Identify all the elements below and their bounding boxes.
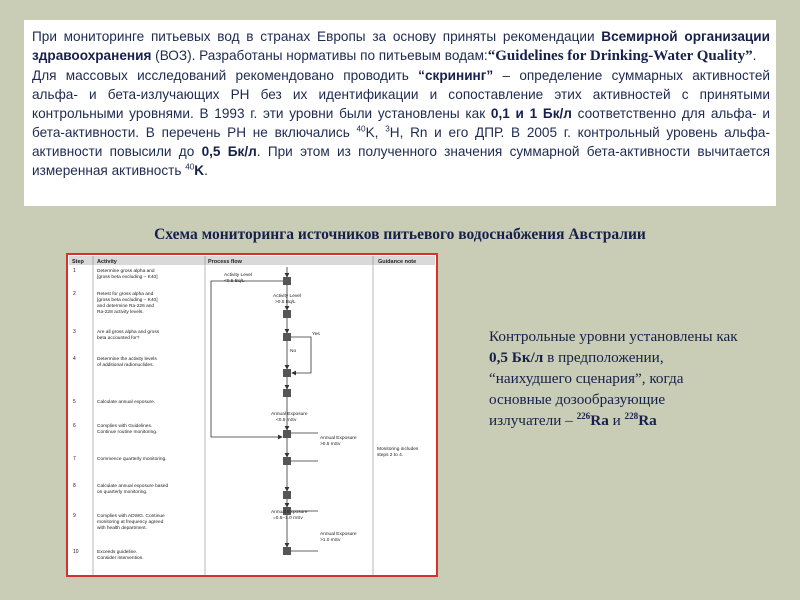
guidance-note: steps 2 to 4. [377,453,404,458]
step-number: 9 [73,513,76,519]
header-process-flow: Process flow [208,259,242,265]
step-number: 3 [73,329,76,335]
mass-number: 40 [356,124,366,134]
flow-label: <0.5 Bq/L [224,279,245,284]
side-text: Контрольные уровни установлены как [489,328,738,345]
monitoring-flowchart [66,253,438,577]
step-activity-line: [gross beta excluding – K40] [97,275,158,280]
header-activity: Activity [97,259,117,265]
header-guidance: Guidance note [378,259,417,265]
step-number: 8 [73,483,76,489]
step-activity-line: beta accounted for? [97,336,140,341]
flow-label: >0.5 Bq/L [275,300,296,305]
screening-term: “скрининг” [418,68,494,83]
intro-text: , Rn и его ДПР. В 2005 г. контрольный уровень альфа-активности повысили до [32,125,770,159]
flow-label: Annual Exposure [320,532,357,537]
intro-text: . При этом из полученного значения суммарной бета-активности вычитается измеренная активность [32,144,770,178]
mass-number: 3 [385,124,390,134]
step-activity-line: Commence quarterly monitoring. [97,457,167,462]
step-activity-line: [gross beta excluding – K40] [97,298,158,303]
flow-label: <0.5 mSv [276,418,297,423]
step-activity-line: Determine the activity levels [97,357,157,362]
step-activity-line: and determine Ra-226 and [97,304,155,309]
step-activity-line: Continue routine monitoring. [97,430,158,435]
flow-label: Yes [312,332,320,337]
intro-paragraph-2 [32,66,770,180]
mass-number: 228 [624,410,639,421]
step-activity-line: Calculate annual exposure. [97,400,156,405]
flow-label: >1.0 mSv [320,538,341,543]
step-number: 7 [73,456,76,462]
intro-text: При мониторинге питьевых вод в странах Европы за основу приняты рекомендации [32,29,602,44]
intro-text: . [204,163,208,178]
side-text: в предположении, “наихудшего сценария”, когда основные дозообразующие излучатели – [489,349,684,429]
intro-text: – определение суммарных активностей альфа- и бета-излучающих РН без их идентификации и сопоставление этих активностей с принятыми контрольными уровнями. В 1993 г. эти уровни были установлены как [32,68,770,121]
flow-box [283,547,291,555]
element-symbol: H [389,125,400,140]
step-number: 2 [73,291,76,297]
flow-label: =0.5–1.0 mSv [273,516,303,521]
mass-number: 226 [576,410,591,421]
flow-labels [224,272,419,543]
guidelines-title: “Guidelines for Drinking-Water Quality” [487,48,753,64]
element-symbol: K [194,163,205,178]
intro-text: Для массовых исследований рекомендовано проводить [32,68,419,83]
step-activity-line: monitoring at frequency agreed [97,520,164,525]
step-activity-line: with health department. [97,526,147,531]
steps-list [73,268,169,561]
flow-box [283,369,291,377]
flow-box [283,310,291,318]
who-name: Всемирной организации здравоохранения [32,29,770,63]
side-level: 0,5 Бк/л [489,349,544,366]
intro-text-box [24,20,776,206]
element-symbol: Ra [590,412,609,429]
element-symbol: K [365,125,375,140]
mass-number: 40 [185,162,195,172]
flow-label: Activity Level [273,294,301,299]
step-number: 10 [73,549,79,555]
flow-label: Annual Exposure [271,510,308,515]
scheme-heading: Схема мониторинга источников питьевого водоснабжения Австралии [154,226,646,243]
flow-box [283,277,291,285]
step-number: 6 [73,423,76,429]
step-activity-line: Consider intervention. [97,556,144,561]
control-level-2005: 0,5 Бк/л [201,144,257,159]
intro-text: соответственно для альфа- и бета-активности. В перечень РН не включались [32,106,770,140]
guidance-note: Monitoring includes [377,447,419,452]
step-activity-line: Complies with ADWG. Continue [97,514,165,519]
flow-box [283,333,291,341]
step-activity-line: Complies with Guidelines. [97,424,153,429]
step-number: 5 [73,399,76,405]
step-activity-line: Ra-228 activity levels. [97,310,144,315]
step-activity-line: Retest for gross alpha and [97,292,154,297]
step-activity-line: Exceeds guideline. [97,550,138,555]
element-symbol: Ra [638,412,657,429]
intro-paragraph-1 [32,27,770,66]
flow-label: Activity Level [224,273,252,278]
flow-label: >0.5 mSv [320,442,341,447]
step-activity-line: of additional radionuclides. [97,363,154,368]
side-text: и [608,412,625,429]
control-levels: 0,1 и 1 Бк/л [490,106,572,121]
step-activity-line: Calculate annual exposure based [97,484,169,489]
intro-text: (ВОЗ). Разработаны нормативы по питьевым водам: [151,48,488,63]
intro-text: , [374,125,386,140]
header-step: Step [72,259,84,265]
step-activity-line: Determine gross alpha and [97,269,155,274]
step-number: 1 [73,268,76,274]
intro-text: . [752,48,757,63]
step-activity-line: Are all gross alpha and gross [97,330,160,335]
flow-box [283,491,291,499]
flow-box [283,430,291,438]
flowchart-canvas [68,255,436,575]
flow-label: Annual Exposure [320,436,357,441]
step-number: 4 [73,356,76,362]
flow-box [283,457,291,465]
flow-box [283,389,291,397]
flow-lines [211,267,318,551]
flow-label: Annual Exposure [271,412,308,417]
flow-label: No [290,349,297,354]
step-activity-line: on quarterly monitoring. [97,490,148,495]
side-note [489,326,739,431]
